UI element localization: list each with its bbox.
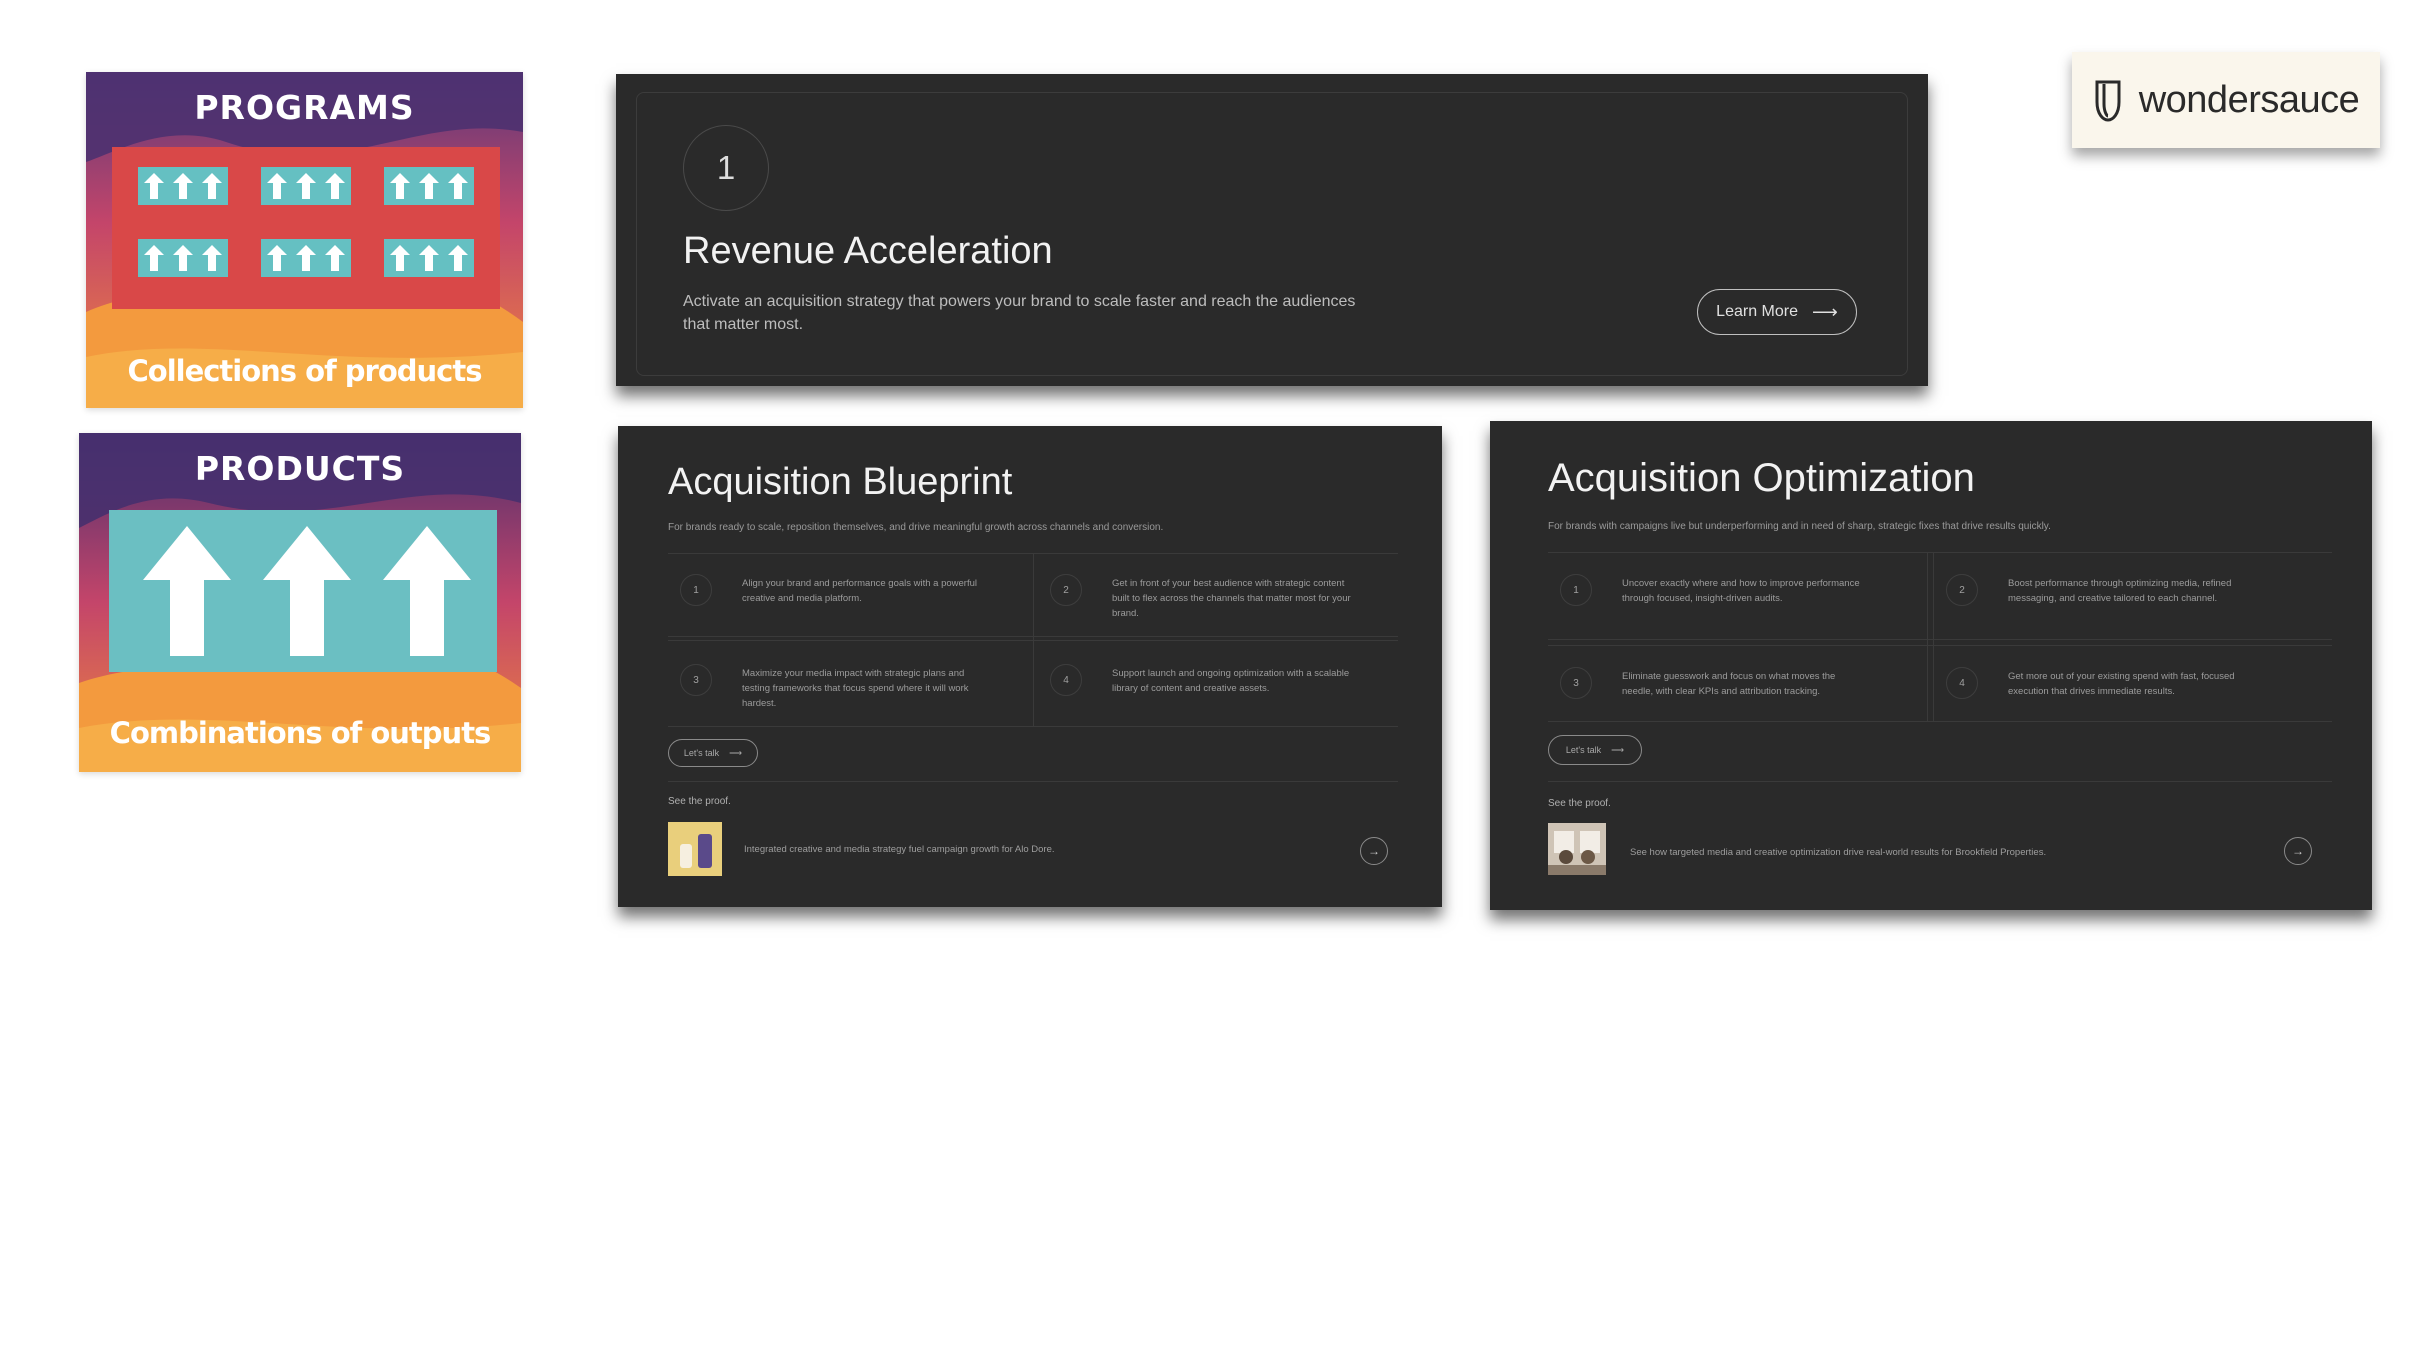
acquisition-optimization-card	[1490, 421, 2372, 910]
learn-more-label: Learn More	[1716, 303, 1798, 320]
item-number: 1	[1560, 574, 1592, 606]
divider	[1548, 721, 2332, 722]
proof-text: See how targeted media and creative optimization drive real-world results for Brookfield Properties.	[1630, 847, 2047, 858]
products-arrow-panel	[109, 510, 497, 672]
optimization-title: Acquisition Optimization	[1548, 456, 1975, 500]
item-text: Get in front of your best audience with strategic content built to flex across the channels that matter most for your brand.	[1112, 578, 1351, 620]
item-text: Align your brand and performance goals with a powerful creative and media platform.	[742, 578, 977, 605]
item-number: 1	[680, 574, 712, 606]
divider	[1548, 645, 2332, 646]
item-number: 3	[1560, 667, 1592, 699]
programs-caption: Collections of products	[127, 354, 482, 388]
lets-talk-button[interactable]	[1548, 735, 1642, 765]
wondersauce-logo	[2072, 52, 2380, 148]
proof-text: Integrated creative and media strategy fuel campaign growth for Alo Dore.	[744, 844, 1055, 855]
blueprint-subtitle: For brands ready to scale, reposition themselves, and drive meaningful growth across channels and conversion.	[668, 522, 1164, 533]
proof-arrow-button[interactable]	[1360, 837, 1388, 865]
products-caption: Combinations of outputs	[109, 716, 491, 750]
arrows-tile	[138, 239, 228, 277]
revenue-description: Activate an acquisition strategy that powers your brand to scale faster and reach the audiences that matter most.	[683, 293, 1356, 334]
arrow-right-icon: ⟶	[729, 747, 743, 758]
arrows-tile	[384, 167, 474, 205]
item-text: Boost performance through optimizing media, refined messaging, and creative tailored to each channel.	[2008, 578, 2232, 605]
divider	[1927, 552, 1928, 721]
revenue-title: Revenue Acceleration	[683, 230, 1053, 272]
divider	[1033, 553, 1034, 726]
item-text: Get more out of your existing spend with fast, focused execution that drives immediate results.	[2008, 671, 2235, 698]
lets-talk-button[interactable]	[668, 739, 758, 767]
divider	[1548, 639, 2332, 640]
divider	[668, 726, 1398, 727]
proof-thumbnail	[668, 822, 722, 876]
proof-label: See the proof.	[668, 796, 731, 807]
divider	[668, 781, 1398, 782]
optimization-subtitle: For brands with campaigns live but underperforming and in need of sharp, strategic fixes that drive results quickly.	[1548, 521, 2051, 532]
item-text: Eliminate guesswork and focus on what moves the needle, with clear KPIs and attribution tracking.	[1622, 671, 1836, 698]
item-number: 2	[1050, 574, 1082, 606]
arrow-right-icon: ⟶	[1812, 301, 1838, 322]
item-number: 3	[680, 664, 712, 696]
step-number: 1	[683, 125, 769, 211]
divider	[1548, 552, 2332, 553]
arrow-right-icon: →	[1368, 844, 1380, 858]
spoon-logo-icon	[2093, 78, 2123, 122]
item-text: Support launch and ongoing optimization with a scalable library of content and creative assets.	[1112, 668, 1350, 695]
logo-text: wondersauce	[2138, 78, 2360, 121]
item-text: Uncover exactly where and how to improve performance through focused, insight-driven audits.	[1622, 578, 1860, 605]
revenue-acceleration-card	[616, 74, 1928, 386]
arrows-tile	[261, 167, 351, 205]
item-number: 2	[1946, 574, 1978, 606]
programs-tile-panel	[112, 147, 500, 309]
divider	[1548, 781, 2332, 782]
proof-label: See the proof.	[1548, 798, 1611, 809]
arrows-tile	[261, 239, 351, 277]
products-title: PRODUCTS	[194, 449, 406, 488]
arrow-right-icon: ⟶	[1611, 744, 1625, 755]
learn-more-button[interactable]	[1697, 289, 1857, 335]
programs-title: PROGRAMS	[194, 88, 415, 127]
divider	[1933, 552, 1934, 721]
acquisition-blueprint-card	[618, 426, 1442, 907]
proof-arrow-button[interactable]	[2284, 837, 2312, 865]
lets-talk-label: Let's talk	[683, 748, 720, 758]
arrows-tile	[384, 239, 474, 277]
blueprint-title: Acquisition Blueprint	[668, 461, 1013, 503]
up-arrows-icon	[109, 510, 497, 672]
programs-card	[86, 72, 523, 408]
proof-thumbnail	[1548, 823, 1606, 875]
products-card	[79, 433, 521, 772]
item-number: 4	[1946, 667, 1978, 699]
item-text: Maximize your media impact with strategic plans and testing frameworks that focus spend where it will work hardest.	[742, 668, 969, 710]
lets-talk-label: Let's talk	[1565, 745, 1602, 755]
item-number: 4	[1050, 664, 1082, 696]
arrows-tile	[138, 167, 228, 205]
arrow-right-icon: →	[2292, 844, 2304, 858]
